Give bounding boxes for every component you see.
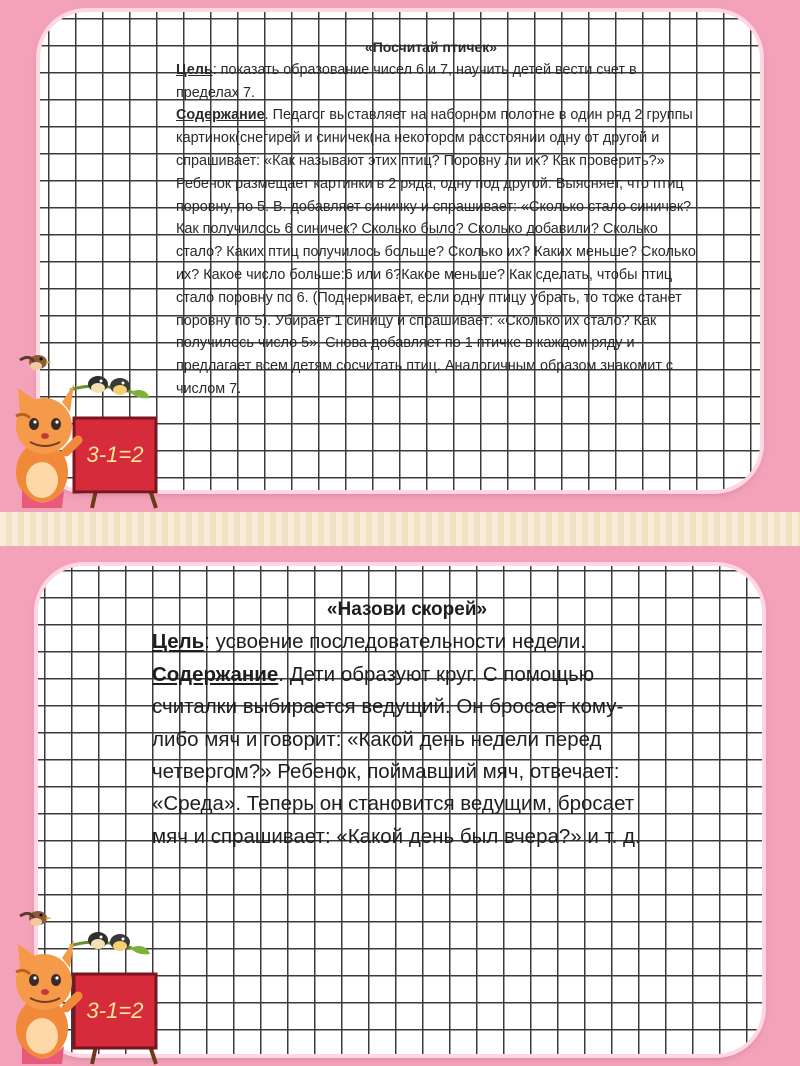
- kitten-with-chalkboard-illustration: [0, 340, 170, 510]
- bird-icon: [70, 376, 150, 398]
- chalkboard-icon: [74, 418, 156, 508]
- content-text: . Педагог выставляет на наборном полотне в один ряд 2 группы картинок(снегирей и синичек(на некотором расстоянии одну от другой и спрашивает: «Как называют этих птиц? Поровну ли их? Как проверить?» Ребенок размещает картинки в 2 ряда, одну под другой. Выясняет, что птиц поровну, по 5. В. добавляет синичку и спрашивает: «Сколько стало синичек? Как получилось 6 синичек? Сколько было? Сколько добавили? Сколько стало? Каких птиц получилось больше? Сколько их? Каких меньше? Сколько их? Какое число больше:6 или 6?Какое меньше? Как сделать, чтобы птиц стало поровну по 6. (Подчеркивает, если одну птицу убрать, то тоже станет поровну по 5). Убирает 1 синицу и спрашивает: «Сколько их стало? Как получилось число 5». Снова добавляет по 1 птичке в каждом ряду и предлагает всем детям сосчитать птиц. Аналогичным образом знакомит с числом 7.: [176, 107, 696, 397]
- content-text: . Дети образуют круг. С помощью считалки выбирается ведущий. Он бросает кому-либо мяч и говорит: «Какой день недели перед четвергом?» Ребенок, поймавший мяч, отвечает: «Среда». Теперь он становится ведущим, бросает мяч и спрашивает: «Какой день был вчера?» и т. д.: [152, 662, 641, 848]
- slide-divider: [0, 512, 800, 546]
- chalkboard-icon: [74, 974, 156, 1064]
- bird-icon: [20, 355, 52, 370]
- chalkboard-text: 3-1=2: [86, 998, 144, 1023]
- content-paragraph: [176, 104, 696, 400]
- goal-text: : усвоение последовательности недели.: [204, 630, 586, 654]
- content-label: Содержание: [176, 107, 265, 124]
- goal-label: Цель: [176, 61, 213, 78]
- game-description: [152, 594, 652, 853]
- game-title: «Назови скорей»: [326, 599, 488, 620]
- bird-icon: [70, 932, 150, 954]
- goal-label: Цель: [152, 630, 205, 654]
- goal-paragraph: [152, 626, 652, 658]
- goal-text: : показать образование чисел 6 и 7, научить детей вести счет в пределах 7.: [176, 61, 637, 101]
- kitten-with-chalkboard-illustration: [0, 896, 170, 1066]
- bird-icon: [20, 911, 52, 926]
- goal-paragraph: [176, 59, 696, 105]
- kitten-icon: [16, 384, 78, 508]
- chalkboard-text: 3-1=2: [86, 442, 144, 467]
- slide-posschitai-ptichek: [0, 0, 800, 512]
- slide-nazovi-skorei: [0, 546, 800, 1066]
- game-title: «Посчитай птичек»: [364, 39, 498, 55]
- game-description: [176, 36, 696, 401]
- content-label: Содержание: [152, 662, 279, 686]
- content-paragraph: [152, 659, 652, 853]
- kitten-icon: [16, 940, 78, 1064]
